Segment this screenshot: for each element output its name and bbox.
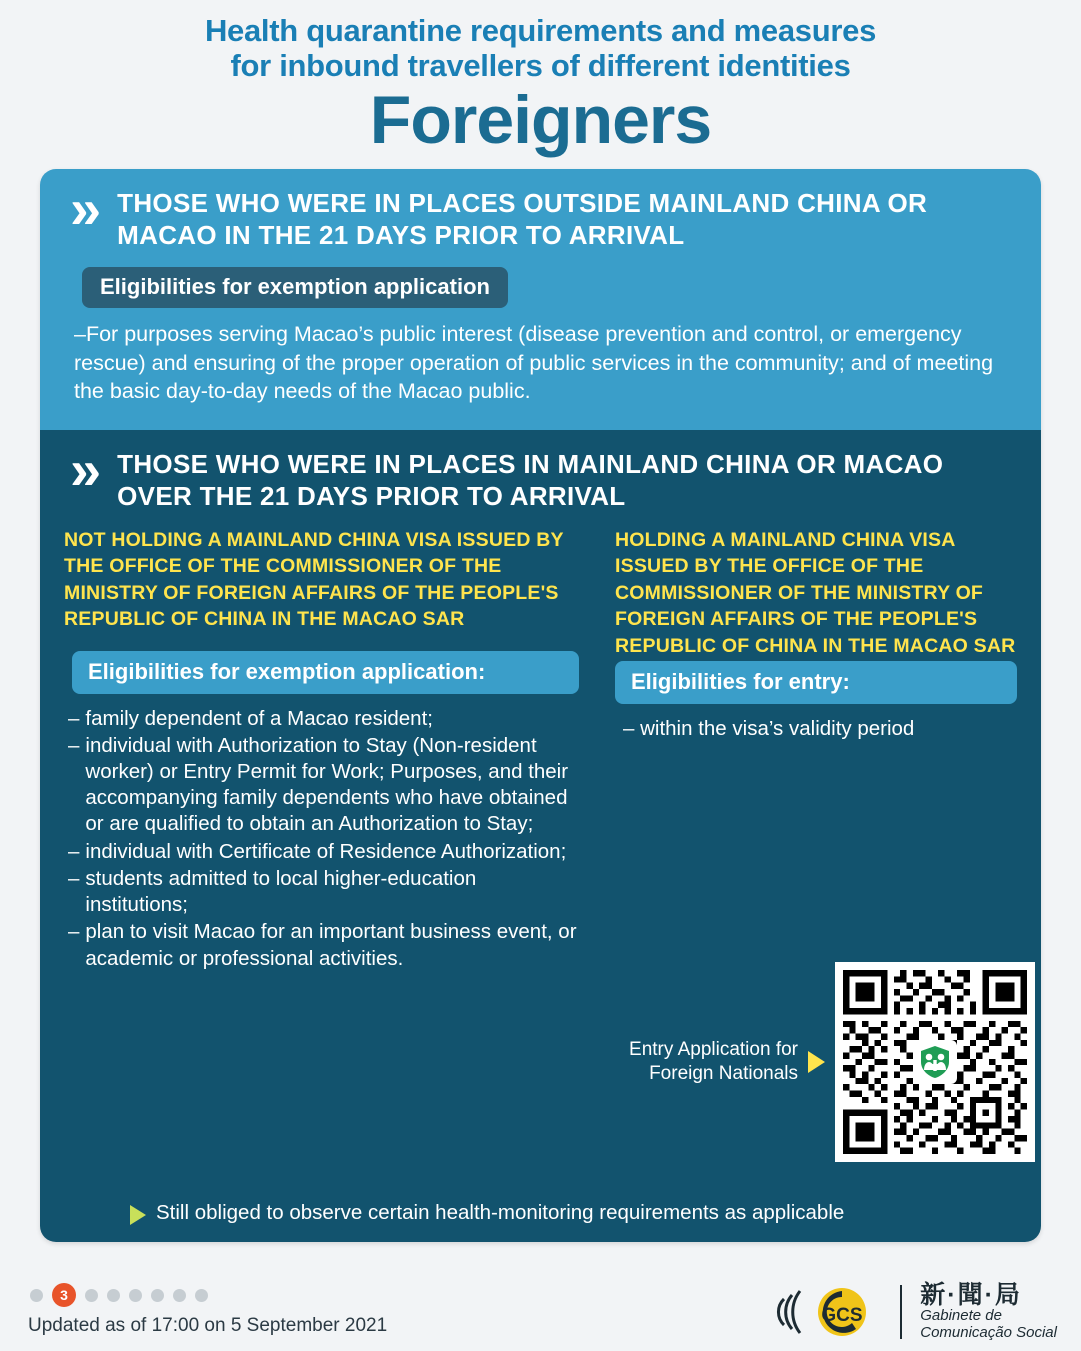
arrow-right-icon — [808, 1051, 825, 1073]
page-title: Foreigners — [369, 82, 712, 159]
gcs-emblem-icon — [770, 1281, 882, 1343]
triangle-right-icon — [130, 1205, 146, 1225]
pagination-dot-6[interactable] — [151, 1289, 164, 1302]
pagination-dot-4[interactable] — [107, 1289, 120, 1302]
section-outside-body-text: For purposes serving Macao’s public interest (disease prevention and control, or emergency rescue) and ensuring of the proper operation of public services in the community; and of meeting the basic day-to-day needs of the Macao public. — [74, 322, 994, 404]
gcs-logo-chinese: 新·聞·局 — [920, 1281, 1022, 1310]
chevron-right-icon: » — [70, 176, 92, 240]
with-visa-pill-row — [615, 661, 1017, 704]
pagination-dot-5[interactable] — [129, 1289, 142, 1302]
pagination-dot-7[interactable] — [173, 1289, 186, 1302]
dash-bullet: – — [68, 706, 80, 730]
dash-bullet: – — [68, 733, 80, 757]
list-item-text: individual with Authorization to Stay (Non-resident worker) or Entry Permit for Work; Purposes, and their accompanying family dependents who have obtained or are qualified to obtain an Authorization to Stay; — [85, 733, 569, 836]
section-inside-title: THOSE WHO WERE IN PLACES IN MAINLAND CHINA OR MACAO OVER THE 21 DAYS PRIOR TO ARRIVAL — [117, 449, 944, 512]
section-outside-body — [74, 320, 1017, 406]
list-item-text: individual with Certificate of Residence Authorization; — [85, 839, 567, 863]
column-no-visa — [64, 527, 579, 973]
gcs-logo-text — [920, 1282, 1057, 1342]
updated-timestamp: Updated as of 17:00 on 5 September 2021 — [28, 1315, 388, 1336]
column-with-visa — [615, 527, 1017, 973]
section-outside-mainland — [40, 169, 1041, 430]
pagination-dots[interactable] — [30, 1283, 208, 1307]
qr-center-logo — [913, 1040, 957, 1084]
eligibility-pill-outside: Eligibilities for exemption application — [82, 267, 508, 308]
section-inside-mainland — [40, 430, 1041, 1242]
header-line-2: for inbound travellers of different identities — [230, 47, 851, 83]
section-outside-title: THOSE WHO WERE IN PLACES OUTSIDE MAINLAND CHINA OR MACAO IN THE 21 DAYS PRIOR TO ARRIVAL — [117, 187, 928, 251]
list-item-text: plan to visit Macao for an important business event, or academic or professional activities. — [85, 920, 577, 970]
health-monitoring-note — [130, 1200, 844, 1226]
dash-bullet: – — [68, 866, 80, 890]
dash-bullet: – — [68, 920, 80, 944]
pagination-dot-8[interactable] — [195, 1289, 208, 1302]
section-outside-header — [64, 176, 1017, 251]
chevron-right-icon-2: » — [70, 438, 92, 502]
logo-divider — [900, 1285, 902, 1339]
with-visa-eligibility-item: – within the visa’s validity period — [623, 717, 915, 741]
pagination-dot-1[interactable] — [30, 1289, 43, 1302]
with-visa-heading: HOLDING A MAINLAND CHINA VISA ISSUED BY THE OFFICE OF THE COMMISSIONER OF THE MINISTRY OF FOREIGN AFFAIRS OF THE PEOPLE'S REPUBLIC OF CHINA IN THE MACAO SAR — [615, 528, 1016, 657]
qr-code[interactable] — [835, 962, 1035, 1162]
qr-application-block[interactable] — [629, 962, 1035, 1162]
dash-bullet: – — [68, 839, 80, 863]
no-visa-heading: NOT HOLDING A MAINLAND CHINA VISA ISSUED BY THE OFFICE OF THE COMMISSIONER OF THE MINISTRY OF FOREIGN AFFAIRS OF THE PEOPLE'S REPUBLIC OF CHINA IN THE MACAO SAR — [64, 528, 564, 631]
list-item-text: students admitted to local higher-education institutions; — [85, 866, 477, 917]
qr-caption-line-1: Entry Application for — [629, 1039, 798, 1061]
list-item — [68, 839, 579, 865]
qr-caption — [629, 1038, 798, 1086]
content-panels — [40, 169, 1041, 1242]
list-item — [68, 866, 579, 918]
gcs-logo-mark — [770, 1281, 882, 1343]
pagination-dot-current[interactable]: 3 — [52, 1283, 76, 1307]
gcs-logo — [770, 1281, 1057, 1343]
list-item-text: family dependent of a Macao resident; — [85, 706, 433, 730]
two-column-layout — [64, 527, 1017, 973]
list-item — [68, 919, 579, 971]
gcs-logo-pt-line-1: Gabinete de — [920, 1307, 1002, 1325]
header-line-1: Health quarantine requirements and measures — [204, 13, 877, 48]
shield-people-icon — [916, 1043, 954, 1081]
page-header — [0, 0, 1081, 157]
eligibility-pill-exemption: Eligibilities for exemption application: — [72, 651, 579, 694]
pagination-dot-3[interactable] — [85, 1289, 98, 1302]
list-item — [68, 706, 579, 732]
list-item — [68, 733, 579, 838]
section-inside-header — [64, 438, 1017, 512]
no-visa-eligibility-list — [68, 706, 579, 972]
dash-marker: – — [74, 322, 86, 347]
eligibility-pill-entry: Eligibilities for entry: — [615, 661, 1017, 704]
qr-caption-line-2: Foreign Nationals — [649, 1063, 798, 1085]
no-visa-pill-row — [64, 651, 579, 694]
svg-text:GCS: GCS — [821, 1305, 863, 1326]
page-footer — [0, 1277, 1081, 1351]
gcs-logo-pt-line-2: Comunicação Social — [920, 1324, 1057, 1342]
health-monitoring-note-text: Still obliged to observe certain health-monitoring requirements as applicable — [156, 1201, 845, 1225]
